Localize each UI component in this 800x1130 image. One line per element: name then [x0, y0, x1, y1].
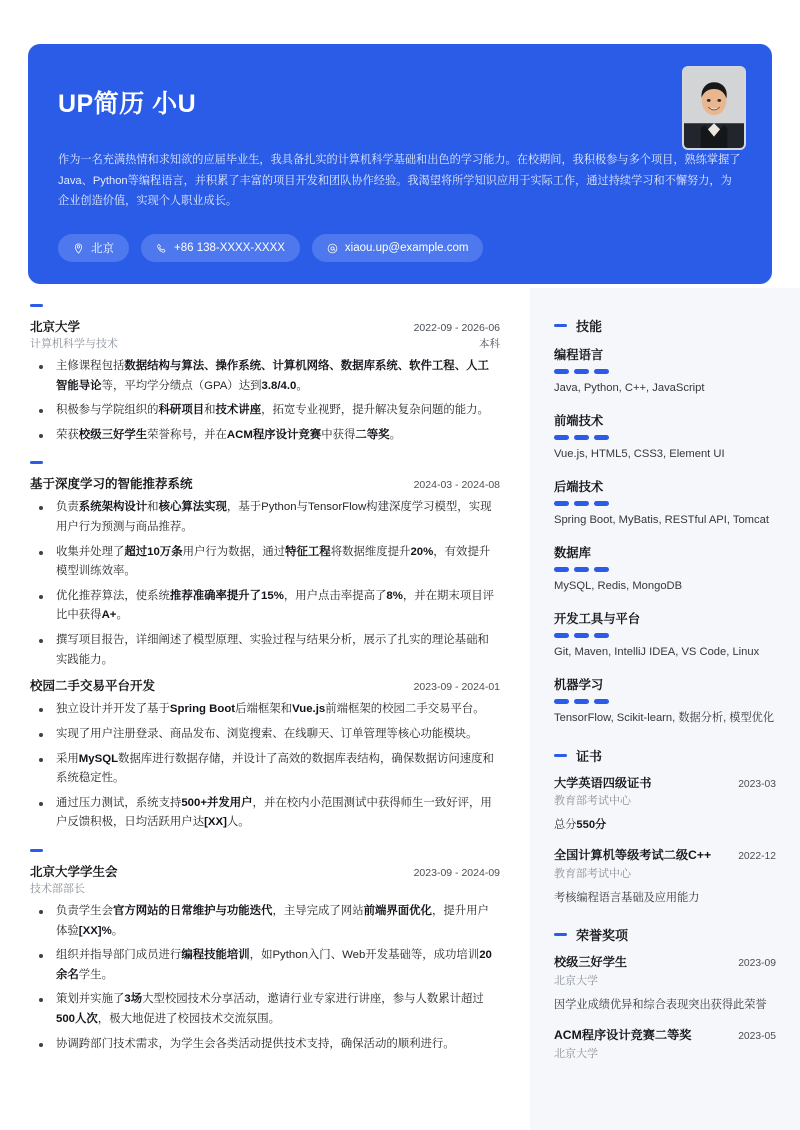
skill-level-meter: [554, 501, 776, 506]
bullet-item: 协调跨部门技术需求，为学生会各类活动提供技术支持，确保活动的顺利进行。: [30, 1035, 500, 1055]
skill-block: [554, 411, 776, 464]
entry-subtitle: 技术部部长: [30, 882, 85, 895]
contact-email[interactable]: [312, 234, 484, 262]
section-header: [30, 304, 500, 307]
page-title: UP简历 小U: [58, 90, 197, 118]
sidebar-entry-title-row: [554, 775, 776, 791]
experience-entry: [30, 676, 500, 833]
entry-date: 2022-09 - 2026-06: [413, 322, 500, 334]
skill-level-dash: [594, 369, 609, 374]
skill-level-dash: [554, 567, 569, 572]
entry-title-row: [30, 474, 500, 492]
experience-entry: [30, 474, 500, 670]
skill-name: 前端技术: [554, 413, 604, 428]
sidebar-section-title: 证书: [576, 748, 603, 764]
location-icon: [73, 243, 84, 254]
contact-pills: [58, 234, 483, 262]
bullet-item: 收集并处理了超过10万条用户行为数据，通过特征工程将数据维度提升20%，有效提升模型训练效率。: [30, 543, 500, 582]
resume-body: [0, 288, 800, 1130]
sidebar-section-header: [554, 746, 776, 765]
section-dash-icon: [30, 461, 43, 464]
skill-items: MySQL, Redis, MongoDB: [554, 579, 683, 592]
contact-phone[interactable]: [141, 234, 300, 262]
entry-title: 校园二手交易平台开发: [30, 679, 156, 694]
skill-level-dash: [574, 633, 589, 638]
entry-subtitle: 计算机科学与技术: [30, 338, 118, 350]
skill-level-dash: [554, 501, 569, 506]
sidebar-entry-title: 校级三好学生: [554, 955, 628, 970]
contact-location[interactable]: [58, 234, 129, 262]
bullet-item: 采用MySQL数据库进行数据存储，并设计了高效的数据库表结构，确保数据访问速度和系统稳定性。: [30, 750, 500, 789]
section-dash-icon: [554, 324, 567, 327]
avatar-photo-icon: [684, 68, 744, 148]
entry-title-row: [30, 676, 500, 694]
sidebar-entry-org: 北京大学: [554, 974, 598, 987]
skill-level-dash: [554, 633, 569, 638]
skill-name: 编程语言: [554, 348, 604, 362]
bullet-item: 策划并实施了3场大型校园技术分享活动，邀请行业专家进行讲座，参与人数累计超过500人次，极大地促进了校园技术交流氛围。: [30, 990, 500, 1029]
skill-level-meter: [554, 633, 776, 638]
bullet-item: 负责学生会官方网站的日常维护与功能迭代，主导完成了网站前端界面优化，提升用户体验[XX]%。: [30, 902, 500, 941]
sidebar-entry-date: 2023-03: [738, 778, 776, 790]
phone-icon: [156, 243, 167, 254]
skill-level-meter: [554, 435, 776, 440]
skill-name: 机器学习: [554, 677, 604, 692]
skill-items: Vue.js, HTML5, CSS3, Element UI: [554, 447, 725, 460]
bullet-item: 优化推荐算法，使系统推荐准确率提升了15%，用户点击率提高了8%，并在期末项目评比中获得A+。: [30, 587, 500, 626]
contact-email-label: xiaou.up@example.com: [344, 242, 469, 254]
sidebar-entry-org: 北京大学: [554, 1047, 598, 1060]
entry-bullet-list: [30, 357, 500, 445]
certificate-entry: [554, 847, 776, 907]
skill-items: Spring Boot, MyBatis, RESTful API, Tomcat: [554, 513, 769, 526]
skill-level-dash: [594, 501, 609, 506]
sidebar-entry-title: 大学英语四级证书: [554, 775, 652, 790]
bullet-item: 独立设计并开发了基于Spring Boot后端框架和Vue.js前端框架的校园二手交易平台。: [30, 700, 500, 720]
sidebar-entry-org: 教育部考试中心: [554, 867, 631, 880]
skill-level-dash: [574, 501, 589, 506]
skill-block: [554, 477, 776, 530]
section-header: [30, 849, 500, 852]
skill-block: [554, 609, 776, 662]
sidebar-column: [530, 288, 800, 1130]
bullet-item: 主修课程包括数据结构与算法、操作系统、计算机网络、数据库系统、软件工程、人工智能导论等，平均学分绩点（GPA）达到3.8/4.0。: [30, 357, 500, 396]
skill-level-dash: [574, 369, 589, 374]
entry-date: 2023-09 - 2024-01: [413, 681, 500, 694]
bullet-item: 荣获校级三好学生荣誉称号，并在ACM程序设计竞赛中获得二等奖。: [30, 426, 500, 446]
section-dash-icon: [30, 849, 43, 852]
skill-level-meter: [554, 567, 776, 572]
sidebar-entry-desc: 考核编程语言基础及应用能力: [554, 891, 700, 904]
main-column: [0, 288, 530, 1130]
skill-level-dash: [574, 699, 589, 704]
email-icon: [327, 243, 338, 254]
certificate-entry: [554, 775, 776, 835]
entry-degree: 本科: [479, 338, 500, 350]
entry-bullet-list: [30, 902, 500, 1054]
bullet-item: 组织并指导部门成员进行编程技能培训，如Python入门、Web开发基础等，成功培训20余名学生。: [30, 946, 500, 985]
entry-title: 基于深度学习的智能推荐系统: [30, 477, 193, 492]
sidebar-entry-title: 全国计算机等级考试二级C++: [554, 848, 712, 863]
skill-items: Git, Maven, IntelliJ IDEA, VS Code, Linux: [554, 645, 760, 658]
skill-level-dash: [594, 435, 609, 440]
sidebar-section-header: [554, 925, 776, 944]
skill-level-dash: [554, 369, 569, 374]
entry-bullet-list: [30, 498, 500, 670]
entry-sub-row: [30, 880, 500, 896]
sidebar-entry-date: 2022-12: [738, 851, 776, 863]
skill-level-dash: [594, 567, 609, 572]
experience-entry: [30, 862, 500, 1054]
sidebar-entry-date: 2023-05: [738, 1031, 776, 1043]
skill-level-dash: [594, 699, 609, 704]
sidebar-entry-title: ACM程序设计竞赛二等奖: [554, 1028, 692, 1043]
sidebar-section-title: 技能: [576, 319, 603, 334]
section-dash-icon: [554, 754, 567, 757]
skill-level-dash: [594, 633, 609, 638]
section-header: [30, 461, 500, 464]
skill-name: 后端技术: [554, 479, 604, 494]
bullet-item: 负责系统架构设计和核心算法实现，基于Python与TensorFlow构建深度学习模型，实现用户行为预测与商品推荐。: [30, 498, 500, 537]
skill-level-dash: [574, 435, 589, 440]
honor-entry: [554, 1027, 776, 1060]
avatar: [682, 66, 746, 150]
skill-items: Java, Python, C++, JavaScript: [554, 382, 705, 394]
bullet-item: 积极参与学院组织的科研项目和技术讲座，拓宽专业视野，提升解决复杂问题的能力。: [30, 401, 500, 421]
bullet-item: 撰写项目报告，详细阐述了模型原理、实验过程与结果分析，展示了扎实的理论基础和实践能力。: [30, 631, 500, 670]
sidebar-section-title: 荣誉奖项: [576, 928, 629, 944]
entry-sub-row: [30, 335, 500, 351]
skill-level-dash: [574, 567, 589, 572]
skill-name: 开发工具与平台: [554, 611, 641, 626]
summary-text: 作为一名充满热情和求知欲的应届毕业生，我具备扎实的计算机科学基础和出色的学习能力。在校期间，我积极参与多个项目，熟练掌握了Java、Python等编程语言，并积累了丰富的项目开发和团队协作经验。我渴望将所学知识应用于实际工作，通过持续学习和不懈努力，为企业创造价值，实现个人职业成长。: [58, 154, 741, 208]
honor-entry: [554, 954, 776, 1014]
sidebar-entry-date: 2023-09: [738, 958, 776, 970]
skill-name: 数据库: [554, 545, 591, 560]
contact-location-label: 北京: [91, 243, 114, 255]
skill-level-meter: [554, 369, 776, 374]
skill-level-dash: [554, 699, 569, 704]
sidebar-entry-desc: 因学业成绩优异和综合表现突出获得此荣誉: [554, 998, 767, 1011]
skill-level-dash: [554, 435, 569, 440]
entry-title-row: [30, 317, 500, 335]
experience-entry: [30, 317, 500, 445]
entry-date: 2023-09 - 2024-09: [413, 866, 500, 879]
sidebar-entry-title-row: [554, 847, 776, 863]
skill-level-meter: [554, 699, 776, 704]
bullet-item: 实现了用户注册登录、商品发布、浏览搜索、在线聊天、订单管理等核心功能模块。: [30, 725, 500, 745]
entry-date: 2024-03 - 2024-08: [413, 479, 500, 492]
skill-block: [554, 675, 776, 728]
skill-items: TensorFlow, Scikit-learn, 数据分析, 模型优化: [554, 711, 775, 724]
sidebar-entry-title-row: [554, 1027, 776, 1043]
bullet-item: 通过压力测试，系统支持500+并发用户，并在校内小范围测试中获得师生一致好评，用户反馈积极，日均活跃用户达[XX]人。: [30, 794, 500, 833]
entry-title-row: [30, 862, 500, 880]
sidebar-entry-org: 教育部考试中心: [554, 795, 631, 807]
entry-title: 北京大学学生会: [30, 864, 118, 879]
sidebar-entry-desc: 总分550分: [554, 819, 607, 831]
sidebar-entry-title-row: [554, 954, 776, 970]
sidebar-section-header: [554, 316, 776, 335]
entry-title: 北京大学: [30, 320, 81, 334]
resume-header: [28, 44, 772, 284]
section-dash-icon: [554, 933, 567, 936]
section-dash-icon: [30, 304, 43, 307]
contact-phone-label: +86 138-XXXX-XXXX: [174, 242, 285, 254]
skill-block: [554, 543, 776, 596]
entry-bullet-list: [30, 700, 500, 833]
skill-block: [554, 345, 776, 398]
